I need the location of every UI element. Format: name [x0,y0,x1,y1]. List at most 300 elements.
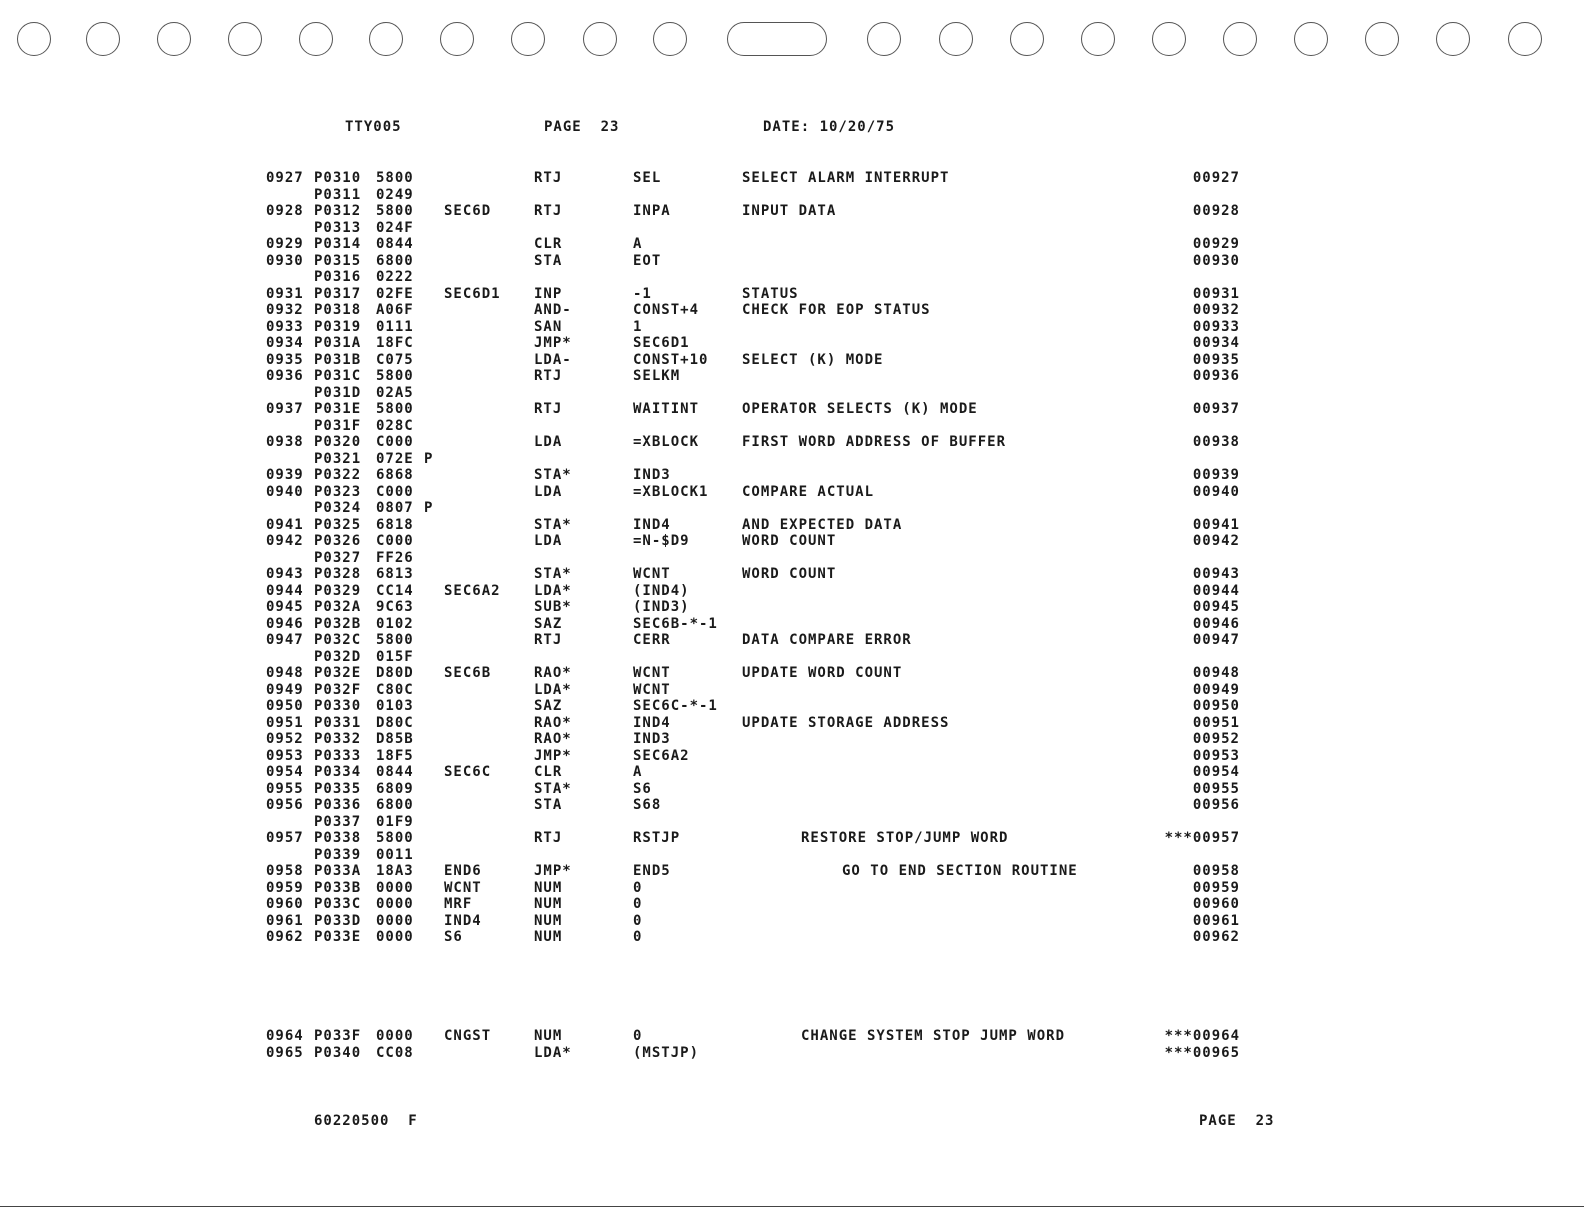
sequence-number: 00949 [1192,681,1240,698]
address: P0332 [314,731,362,747]
listing-row [0,286,1584,303]
operand: SEC6B-*-1 [633,615,718,632]
relocation-flag: P [424,450,434,467]
address: P0327 [314,549,362,566]
address: P031C [314,368,362,384]
opcode: NUM [534,912,563,929]
opcode: SAZ [534,615,563,632]
opcode: RTJ [534,203,563,219]
opcode: NUM [534,1028,563,1044]
listing-row [0,418,1584,435]
line-number: 0953 [266,747,304,764]
address: P0326 [314,533,362,549]
object-code: C000 [376,434,414,450]
label: SEC6B [444,665,492,681]
line-number: 0932 [266,302,304,318]
object-code: 072E [376,450,414,467]
opcode: RAO* [534,714,572,731]
listing-row [0,566,1584,583]
comment: INPUT DATA [742,203,837,219]
listing-row [0,335,1584,352]
feed-hole [1365,22,1399,56]
opcode: RAO* [534,665,572,681]
object-code: C000 [376,483,414,500]
sequence-number: 00929 [1192,236,1240,252]
opcode: LDA [534,434,563,450]
line-number: 0942 [266,533,304,549]
line-number: 0945 [266,599,304,615]
operand: 0 [633,1028,643,1044]
line-number: 0938 [266,434,304,450]
listing-row [0,269,1584,286]
sequence-number: ***00964 [1164,1028,1240,1044]
feed-hole [653,22,687,56]
operand: 1 [633,318,643,335]
object-code: CC14 [376,582,414,599]
listing-row [0,170,1584,187]
address: P032B [314,615,362,632]
listing-row [0,632,1584,649]
object-code: 0222 [376,269,414,285]
label: SEC6D [444,203,492,219]
feed-hole [440,22,474,56]
object-code: 0102 [376,615,414,632]
listing-row [0,352,1584,369]
object-code: 0807 [376,500,414,516]
sequence-number: 00944 [1192,582,1240,599]
line-number: 0934 [266,335,304,351]
address: P0310 [314,170,362,186]
line-number: 0939 [266,467,304,483]
object-code: 02A5 [376,384,414,401]
line-number: 0936 [266,368,304,384]
line-number: 0949 [266,681,304,698]
address: P0317 [314,285,362,302]
operand: S68 [633,797,662,813]
opcode: RTJ [534,368,563,384]
address: P032D [314,648,362,665]
address: P0338 [314,830,362,846]
listing-row [0,946,1584,963]
object-code: 0000 [376,912,414,929]
address: P032A [314,599,362,615]
listing-row [0,830,1584,847]
feed-hole [228,22,262,56]
address: P0339 [314,846,362,863]
line-number: 0947 [266,632,304,648]
label: SEC6C [444,764,492,780]
listing-row [0,253,1584,270]
opcode: LDA [534,483,563,500]
sequence-number: 00935 [1192,351,1240,368]
object-code: 01F9 [376,813,414,830]
line-number: 0928 [266,203,304,219]
listing-row [0,616,1584,633]
address: P0321 [314,450,362,467]
line-number: 0931 [266,285,304,302]
label: SEC6D1 [444,285,501,302]
operand: IND3 [633,731,671,747]
object-code: 024F [376,219,414,236]
listing-row [0,781,1584,798]
sequence-number: 00933 [1192,318,1240,335]
address: P031D [314,384,362,401]
object-code: 18A3 [376,863,414,879]
address: P0337 [314,813,362,830]
listing-row [0,913,1584,930]
address: P033C [314,896,362,912]
feed-hole [1081,22,1115,56]
address: P031B [314,351,362,368]
object-code: 5800 [376,401,414,417]
label: IND4 [444,912,482,929]
address: P0324 [314,500,362,516]
operand: 0 [633,929,643,945]
object-code: 0103 [376,698,414,714]
object-code: A06F [376,302,414,318]
object-code: 6809 [376,780,414,797]
address: P032E [314,665,362,681]
listing-date: DATE: 10/20/75 [763,119,896,135]
address: P031F [314,417,362,434]
object-code: D80C [376,714,414,731]
operand: WCNT [633,665,671,681]
object-code: 6868 [376,467,414,483]
feed-hole [939,22,973,56]
address: P0340 [314,1044,362,1061]
address: P0315 [314,252,362,269]
operand: IND4 [633,714,671,731]
address: P0330 [314,698,362,714]
feed-hole [1010,22,1044,56]
comment: AND EXPECTED DATA [742,516,903,533]
operand: 0 [633,896,643,912]
listing-row [0,484,1584,501]
line-number: 0957 [266,830,304,846]
feed-hole [17,22,51,56]
feed-hole [1152,22,1186,56]
line-number: 0952 [266,731,304,747]
operand: S6 [633,780,652,797]
object-code: 0011 [376,846,414,863]
opcode: STA* [534,516,572,533]
opcode: SAN [534,318,563,335]
object-code: 18F5 [376,747,414,764]
operand: (IND4) [633,582,690,599]
object-code: 6813 [376,566,414,582]
listing-row [0,814,1584,831]
feed-slot [727,22,827,56]
object-code: 5800 [376,170,414,186]
object-code: 18FC [376,335,414,351]
operand: CONST+4 [633,302,700,318]
listing-row [0,764,1584,781]
sequence-number: 00937 [1192,401,1240,417]
listing-row [0,467,1584,484]
operand: (IND3) [633,599,690,615]
object-code: 9C63 [376,599,414,615]
feed-hole [1436,22,1470,56]
listing-row [0,715,1584,732]
address: P0325 [314,516,362,533]
feed-hole [86,22,120,56]
listing-row [0,863,1584,880]
operand: 0 [633,879,643,896]
sequence-number: 00938 [1192,434,1240,450]
listing-row [0,797,1584,814]
address: P0329 [314,582,362,599]
operand: CERR [633,632,671,648]
operand: SELKM [633,368,681,384]
sequence-number: 00960 [1192,896,1240,912]
address: P0331 [314,714,362,731]
address: P0311 [314,186,362,203]
sequence-number: 00931 [1192,285,1240,302]
sequence-number: 00955 [1192,780,1240,797]
comment: SELECT (K) MODE [742,351,884,368]
object-code: D80D [376,665,414,681]
object-code: 0249 [376,186,414,203]
opcode: SUB* [534,599,572,615]
line-number: 0961 [266,912,304,929]
listing-row [0,929,1584,946]
comment: WORD COUNT [742,533,837,549]
opcode: JMP* [534,863,572,879]
object-code: 02FE [376,285,414,302]
address: P033A [314,863,362,879]
object-code: 0000 [376,879,414,896]
sequence-number: 00962 [1192,929,1240,945]
comment: OPERATOR SELECTS (K) MODE [742,401,978,417]
sequence-number: 00936 [1192,368,1240,384]
label: WCNT [444,879,482,896]
address: P0334 [314,764,362,780]
operand: A [633,764,643,780]
sequence-number: 00927 [1192,170,1240,186]
header-page-number: PAGE 23 [544,119,620,135]
line-number: 0927 [266,170,304,186]
opcode: LDA* [534,681,572,698]
object-code: CC08 [376,1044,414,1061]
operand: WCNT [633,566,671,582]
object-code: D85B [376,731,414,747]
address: P0335 [314,780,362,797]
feed-hole [1223,22,1257,56]
object-code: 5800 [376,368,414,384]
operand: END5 [633,863,671,879]
operand: EOT [633,252,662,269]
label: S6 [444,929,463,945]
operand: SEC6D1 [633,335,690,351]
object-code: 0000 [376,896,414,912]
opcode: RTJ [534,632,563,648]
sequence-number: 00941 [1192,516,1240,533]
line-number: 0941 [266,516,304,533]
listing-row [0,698,1584,715]
object-code: 0000 [376,1028,414,1044]
relocation-flag: P [424,500,434,516]
feed-hole [369,22,403,56]
address: P0313 [314,219,362,236]
address: P0336 [314,797,362,813]
comment: FIRST WORD ADDRESS OF BUFFER [742,434,1007,450]
opcode: STA* [534,780,572,797]
opcode: RTJ [534,401,563,417]
address: P032C [314,632,362,648]
opcode: JMP* [534,335,572,351]
feed-hole [1294,22,1328,56]
listing-row [0,368,1584,385]
object-code: 0844 [376,764,414,780]
feed-hole [1508,22,1542,56]
listing-row [0,517,1584,534]
opcode: SAZ [534,698,563,714]
sequence-number: 00932 [1192,302,1240,318]
sequence-number: 00945 [1192,599,1240,615]
listing-row [0,401,1584,418]
address: P033B [314,879,362,896]
operand: RSTJP [633,830,681,846]
operand: A [633,236,643,252]
sequence-number: 00946 [1192,615,1240,632]
comment: UPDATE STORAGE ADDRESS [742,714,950,731]
sequence-number: 00934 [1192,335,1240,351]
address: P031E [314,401,362,417]
line-number: 0937 [266,401,304,417]
object-code: 0111 [376,318,414,335]
feed-hole [867,22,901,56]
operand: =XBLOCK [633,434,700,450]
sequence-number: 00958 [1192,863,1240,879]
line-number: 0940 [266,483,304,500]
opcode: STA* [534,566,572,582]
address: P033E [314,929,362,945]
operand: IND4 [633,516,671,533]
listing-row [0,500,1584,517]
line-number: 0933 [266,318,304,335]
opcode: NUM [534,896,563,912]
opcode: CLR [534,236,563,252]
address: P033D [314,912,362,929]
comment: CHECK FOR EOP STATUS [742,302,931,318]
listing-row [0,533,1584,550]
opcode: INP [534,285,563,302]
line-number: 0929 [266,236,304,252]
operand: (MSTJP) [633,1044,700,1061]
comment: UPDATE WORD COUNT [742,665,903,681]
line-number: 0930 [266,252,304,269]
opcode: STA [534,797,563,813]
sequence-number: 00942 [1192,533,1240,549]
sequence-number: 00953 [1192,747,1240,764]
listing-row [0,187,1584,204]
opcode: LDA- [534,351,572,368]
object-code: 0844 [376,236,414,252]
sequence-number: ***00965 [1164,1044,1240,1061]
listing-row [0,1028,1584,1045]
listing-row [0,847,1584,864]
listing-row [0,1012,1584,1029]
listing-row [0,319,1584,336]
label: END6 [444,863,482,879]
operand: =N-$D9 [633,533,690,549]
footer-page-number: PAGE 23 [1199,1113,1275,1129]
listing-row [0,434,1584,451]
line-number: 0962 [266,929,304,945]
opcode: RTJ [534,830,563,846]
listing-row [0,220,1584,237]
address: P0312 [314,203,362,219]
listing-row [0,550,1584,567]
opcode: LDA [534,533,563,549]
sequence-number: 00951 [1192,714,1240,731]
listing-row [0,1045,1584,1062]
address: P0322 [314,467,362,483]
opcode: NUM [534,929,563,945]
tractor-feed-holes [0,18,1584,62]
sequence-number: ***00957 [1164,830,1240,846]
object-code: 015F [376,648,414,665]
line-number: 0943 [266,566,304,582]
label: CNGST [444,1028,492,1044]
opcode: JMP* [534,747,572,764]
opcode: STA* [534,467,572,483]
listing-row [0,896,1584,913]
line-number: 0948 [266,665,304,681]
operand: -1 [633,285,652,302]
line-number: 0944 [266,582,304,599]
object-code: 028C [376,417,414,434]
listing-row [0,583,1584,600]
address: P0320 [314,434,362,450]
object-code: C000 [376,533,414,549]
object-code: 6800 [376,797,414,813]
listing-row [0,748,1584,765]
listing-row [0,385,1584,402]
object-code: FF26 [376,549,414,566]
opcode: LDA* [534,1044,572,1061]
listing-row [0,665,1584,682]
address: P033F [314,1028,362,1044]
sequence-number: 00956 [1192,797,1240,813]
line-number: 0951 [266,714,304,731]
sequence-number: 00930 [1192,252,1240,269]
operand: IND3 [633,467,671,483]
feed-hole [299,22,333,56]
operand: WCNT [633,681,671,698]
comment: CHANGE SYSTEM STOP JUMP WORD [801,1028,1066,1044]
line-number: 0950 [266,698,304,714]
listing-row [0,682,1584,699]
comment: RESTORE STOP/JUMP WORD [801,830,1009,846]
listing-row [0,995,1584,1012]
object-code: C075 [376,351,414,368]
label: MRF [444,896,473,912]
sequence-number: 00954 [1192,764,1240,780]
listing-row [0,599,1584,616]
line-number: 0965 [266,1044,304,1061]
operand: =XBLOCK1 [633,483,709,500]
line-number: 0959 [266,879,304,896]
address: P0323 [314,483,362,500]
operand: CONST+10 [633,351,709,368]
feed-hole [511,22,545,56]
listing-row [0,649,1584,666]
line-number: 0958 [266,863,304,879]
object-code: C80C [376,681,414,698]
listing-row [0,302,1584,319]
opcode: CLR [534,764,563,780]
